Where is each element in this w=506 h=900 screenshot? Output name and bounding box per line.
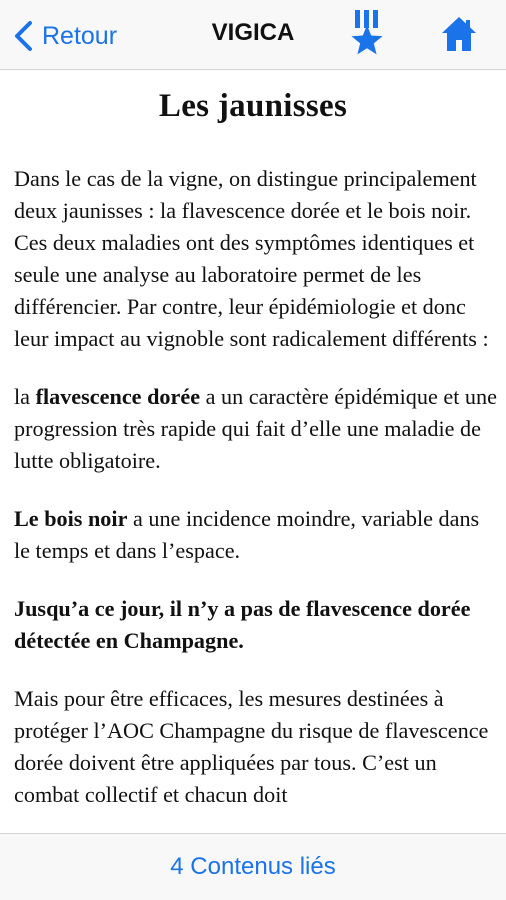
- related-contents-button[interactable]: 4 Contenus liés: [170, 853, 336, 880]
- article-body: [14, 163, 500, 833]
- paragraph-measures: Mais pour être efficaces, les mesures destinées à protéger l’AOC Champagne du risque de flavescence dorée doivent être appliquées par tous. C’est un combat collectif et chacun doit: [14, 686, 489, 807]
- article-content[interactable]: [0, 71, 506, 833]
- paragraph-flavescence: la flavescence dorée a un caractère épidémique et une progression très rapide qui fait d’elle une maladie de lutte obligatoire.: [14, 384, 497, 473]
- ribbon-star-icon[interactable]: [346, 8, 388, 60]
- bottom-bar: [0, 833, 506, 900]
- navigation-bar: [0, 0, 506, 70]
- article-title: Les jaunisses: [158, 88, 348, 124]
- paragraph-champagne-status: Jusqu’a ce jour, il n’y a pas de flavescence dorée détectée en Champagne.: [14, 596, 471, 653]
- back-label: Retour: [42, 21, 118, 50]
- term-bois-noir: Le bois noir: [14, 506, 128, 531]
- paragraph-bois-noir: Le bois noir a une incidence moindre, variable dans le temps et dans l’espace.: [14, 506, 480, 563]
- home-icon[interactable]: [441, 16, 477, 52]
- term-flavescence: flavescence dorée: [35, 384, 201, 409]
- app-title: VIGICA: [211, 19, 295, 46]
- paragraph-intro: Dans le cas de la vigne, on distingue principalement deux jaunisses : la flavescence dorée et le bois noir. Ces deux maladies ont des symptômes identiques et seule une analyse au laboratoire permet de les différencier. Par contre, leur épidémiologie et donc leur impact au vignoble sont radicalement différents :: [14, 166, 489, 351]
